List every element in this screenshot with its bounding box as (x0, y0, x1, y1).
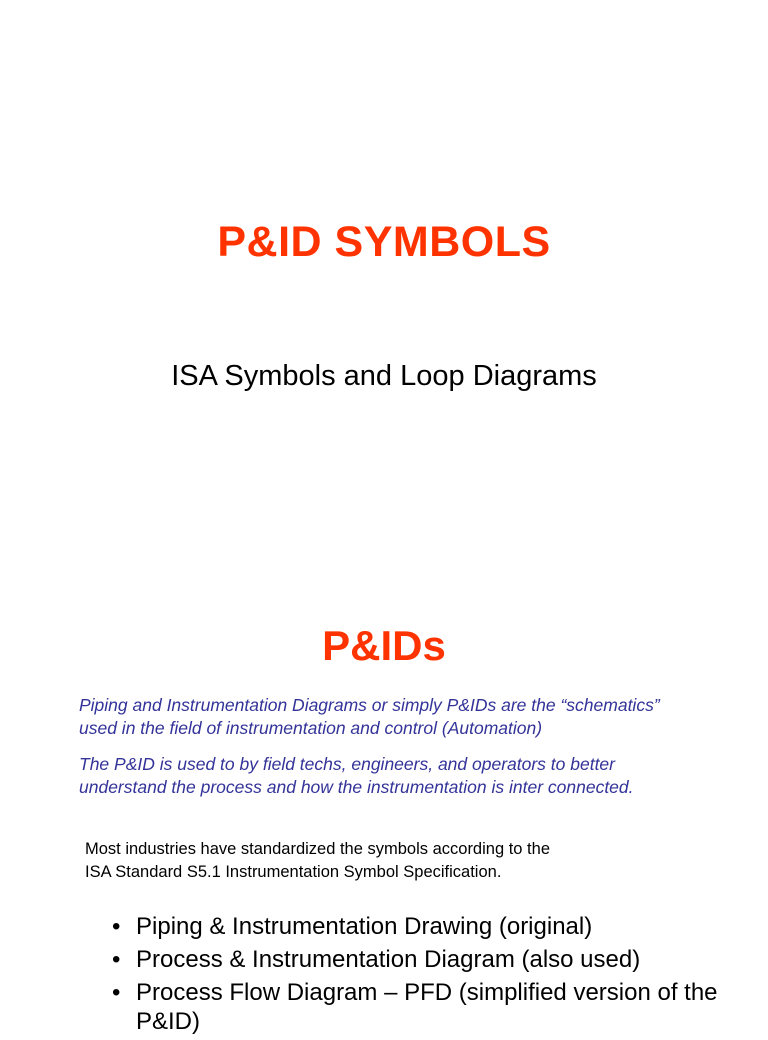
isa-standard-paragraph (85, 838, 705, 884)
slide-title: P&ID SYMBOLS (217, 218, 551, 266)
slide-subtitle: ISA Symbols and Loop Diagrams (171, 360, 597, 392)
paragraph-line: Most industries have standardized the symbols according to the (85, 840, 550, 858)
list-item (112, 978, 752, 1036)
paragraph-line: understand the process and how the instrumentation is inter connected. (79, 777, 634, 797)
paragraph-line: used in the field of instrumentation and control (Automation) (79, 718, 543, 738)
pid-definition-paragraph (79, 694, 739, 740)
paragraph-line: The P&ID is used to by field techs, engineers, and operators to better (79, 754, 615, 774)
pid-usage-paragraph (79, 753, 739, 799)
bullet-icon: • (112, 946, 121, 973)
paragraph-line: Piping and Instrumentation Diagrams or simply P&IDs are the “schematics” (79, 695, 660, 715)
slide-2-title: P&IDs (322, 622, 446, 669)
bullet-icon: • (112, 913, 121, 940)
list-item-text: Piping & Instrumentation Drawing (original) (136, 913, 593, 940)
pid-meaning-list (112, 912, 752, 1040)
paragraph-line: ISA Standard S5.1 Instrumentation Symbol Specification. (85, 863, 502, 881)
slide-2 (0, 560, 768, 1035)
list-item (112, 945, 752, 974)
list-item-text: Process Flow Diagram – PFD (simplified version of the P&ID) (136, 979, 718, 1035)
bullet-icon: • (112, 979, 121, 1006)
list-item (112, 912, 752, 941)
list-item-text: Process & Instrumentation Diagram (also used) (136, 946, 641, 973)
